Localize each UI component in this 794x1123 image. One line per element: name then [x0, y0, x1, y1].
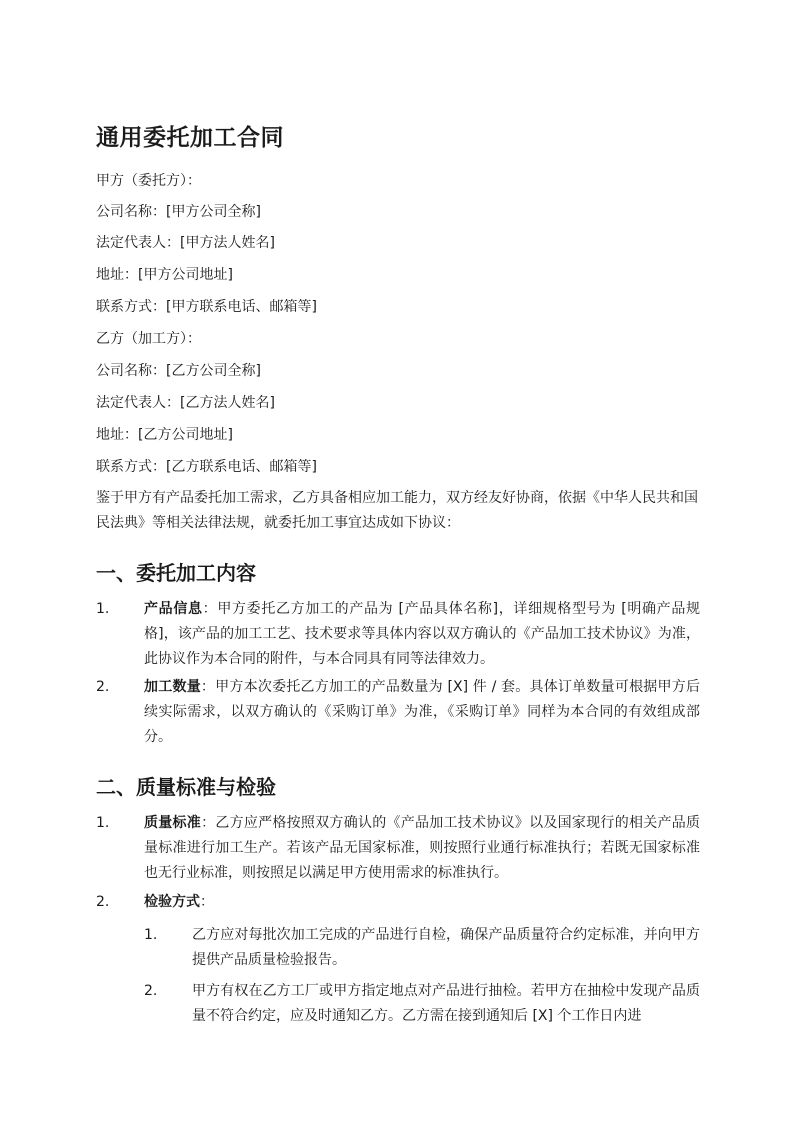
list-number: 2.	[96, 894, 110, 910]
section-2-title: 二、质量标准与检验	[96, 775, 276, 799]
party-b-contact: 联系方式：[乙方联系电话、邮箱等]	[96, 459, 317, 475]
party-b-rep: 法定代表人：[乙方法人姓名]	[96, 395, 275, 411]
list-text	[144, 811, 700, 886]
item-body: ：甲方委托乙方加工的产品为 [产品具体名称]，详细规格型号为 [明确产品规格]，该产品的加工工艺、技术要求等具体内容以双方确认的《产品加工技术协议》为准，此协议作为本合同的附件，与本合同具有同等法律效力。	[144, 601, 700, 667]
sublist-number: 1.	[144, 927, 158, 943]
party-a-contact: 联系方式：[甲方联系电话、邮箱等]	[96, 299, 317, 315]
contract-title: 通用委托加工合同	[96, 125, 284, 151]
list-number: 1.	[96, 815, 110, 831]
item-body: ：乙方应严格按照双方确认的《产品加工技术协议》以及国家现行的相关产品质量标准进行加工生产。若该产品无国家标准，则按照行业通行标准执行；若既无国家标准也无行业标准，则按照足以满足甲方使用需求的标准执行。	[144, 815, 701, 881]
party-a-rep: 法定代表人：[甲方法人姓名]	[96, 235, 275, 251]
sublist-number: 2.	[144, 983, 158, 999]
party-a-address: 地址：[甲方公司地址]	[96, 267, 233, 283]
preamble-paragraph: 鉴于甲方有产品委托加工需求，乙方具备相应加工能力，双方经友好协商，依据《中华人民共和国民法典》等相关法律法规，就委托加工事宜达成如下协议：	[96, 490, 698, 531]
list-text	[144, 675, 700, 750]
item-label: 质量标准	[144, 815, 202, 831]
item-label: 检验方式	[144, 894, 200, 910]
party-b-company: 公司名称：[乙方公司全称]	[96, 363, 261, 379]
item-label: 加工数量	[144, 679, 201, 695]
list-text	[144, 597, 700, 672]
item-label: 产品信息	[144, 601, 203, 617]
list-number: 2.	[96, 679, 110, 695]
section-1-title: 一、委托加工内容	[96, 561, 256, 585]
list-number: 1.	[96, 601, 110, 617]
party-b-address: 地址：[乙方公司地址]	[96, 427, 233, 443]
sublist-text: 甲方有权在乙方工厂或甲方指定地点对产品进行抽检。若甲方在抽检中发现产品质量不符合约定，应及时通知乙方。乙方需在接到通知后 [X] 个工作日内进	[192, 983, 700, 1024]
sublist-text: 乙方应对每批次加工完成的产品进行自检，确保产品质量符合约定标准，并向甲方提供产品质量检验报告。	[192, 927, 700, 968]
item-body: ：甲方本次委托乙方加工的产品数量为 [X] 件 / 套。具体订单数量可根据甲方后续实际需求，以双方确认的《采购订单》为准，《采购订单》同样为本合同的有效组成部分。	[144, 679, 701, 745]
item-body: ：	[200, 894, 214, 910]
list-text	[144, 890, 700, 915]
party-b-heading: 乙方（加工方）：	[96, 331, 201, 347]
party-a-heading: 甲方（委托方）：	[96, 173, 201, 189]
party-a-company: 公司名称：[甲方公司全称]	[96, 204, 261, 220]
